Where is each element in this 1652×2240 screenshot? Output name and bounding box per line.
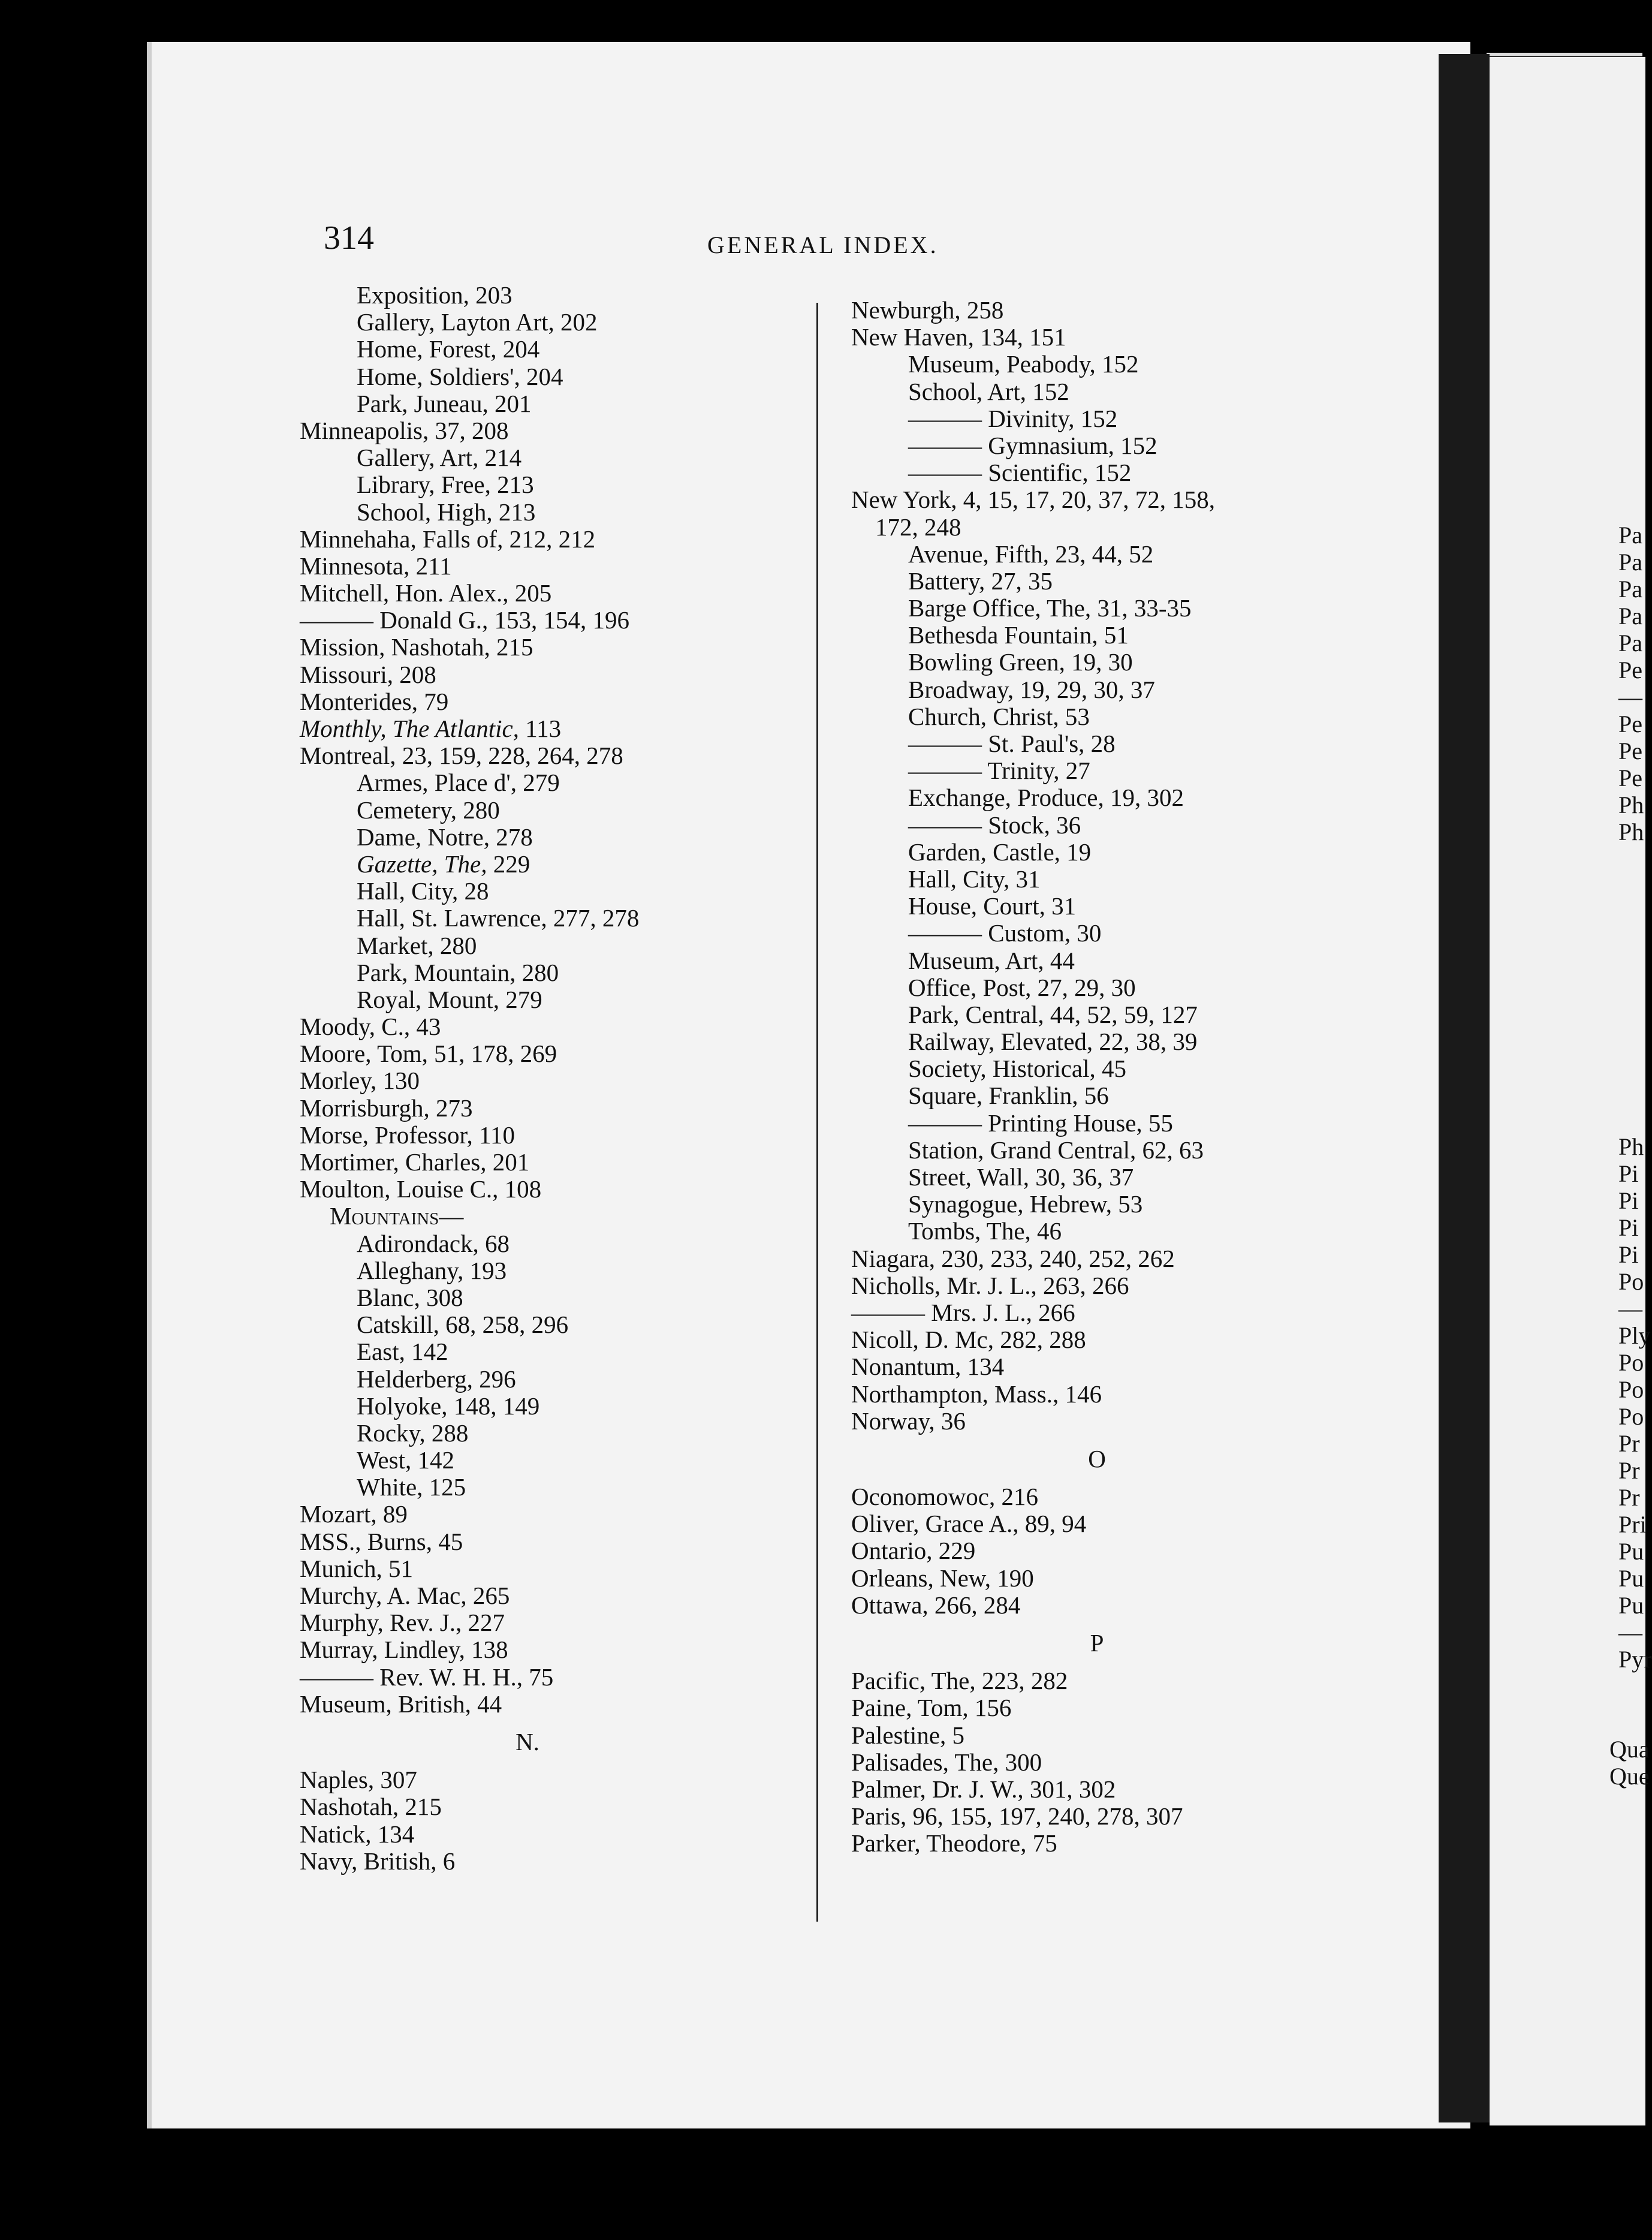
index-entry: Cemetery, 280 [357, 796, 500, 824]
book-gutter [1439, 54, 1490, 2122]
index-entry: Parker, Theodore, 75 [851, 1829, 1057, 1857]
index-entry: East, 142 [357, 1338, 448, 1366]
index-entry: Society, Historical, 45 [908, 1055, 1126, 1083]
index-entry: Barge Office, The, 31, 33-35 [908, 594, 1192, 622]
index-entry: Palmer, Dr. J. W., 301, 302 [851, 1775, 1116, 1803]
next-page-entry-fragment: Pa [1618, 603, 1642, 630]
index-entry: Helderberg, 296 [357, 1365, 516, 1393]
index-entry: Nicoll, D. Mc, 282, 288 [851, 1326, 1086, 1354]
next-page-fragment-3 [1609, 1736, 1650, 1790]
index-letter-heading: P [1090, 1629, 1104, 1657]
index-entry: Dame, Notre, 278 [357, 823, 533, 851]
next-page-entry-fragment: Pa [1618, 522, 1642, 549]
index-entry-italic: Monthly, The Atlantic, [300, 715, 519, 742]
index-entry: Murchy, A. Mac, 265 [300, 1582, 510, 1609]
next-page-entry-fragment: Pu [1618, 1592, 1644, 1619]
index-entry: Ontario, 229 [851, 1537, 976, 1565]
index-entry: ——— Gymnasium, 152 [908, 431, 1157, 459]
index-entry: School, Art, 152 [908, 377, 1069, 405]
next-page-entry-fragment: Pi [1618, 1160, 1639, 1187]
next-page-entry-fragment: Qua [1609, 1736, 1650, 1763]
index-entry: Bowling Green, 19, 30 [908, 648, 1133, 676]
index-entry: White, 125 [357, 1473, 466, 1501]
index-entry: Murray, Lindley, 138 [300, 1636, 508, 1664]
index-entry: Norway, 36 [851, 1407, 966, 1435]
index-entry-italic: Gazette, The, [357, 850, 487, 878]
index-entry: Hall, St. Lawrence, 277, 278 [357, 904, 640, 932]
next-page-entry-fragment: Pe [1618, 737, 1642, 764]
index-entry: Adirondack, 68 [357, 1229, 510, 1257]
index-entry: Alleghany, 193 [357, 1256, 507, 1284]
index-entry: Nicholls, Mr. J. L., 263, 266 [851, 1271, 1129, 1299]
index-entry: ——— Printing House, 55 [908, 1109, 1173, 1137]
running-head: GENERAL INDEX. [707, 231, 939, 258]
index-entry: 172, 248 [875, 513, 961, 541]
index-entry: West, 142 [357, 1446, 454, 1474]
next-page-entry-fragment: Pe [1618, 710, 1642, 737]
index-entry: Naples, 307 [300, 1766, 417, 1794]
index-entry: Gallery, Layton Art, 202 [357, 308, 598, 336]
next-page-entry-fragment: Ph [1618, 818, 1644, 845]
index-entry: Exposition, 203 [357, 281, 513, 309]
index-entry: Battery, 27, 35 [908, 567, 1053, 595]
index-entry: ——— Trinity, 27 [908, 757, 1090, 785]
index-entry: Palestine, 5 [851, 1721, 965, 1749]
next-page-fragment-2 [1618, 1133, 1652, 1673]
index-entry: Avenue, Fifth, 23, 44, 52 [908, 540, 1154, 568]
index-entry: Broadway, 19, 29, 30, 37 [908, 675, 1155, 703]
next-page-entry-fragment: Pe [1618, 764, 1642, 791]
index-entry: Montreal, 23, 159, 228, 264, 278 [300, 742, 623, 770]
index-entry: Library, Free, 213 [357, 471, 534, 499]
next-page-entry-fragment: Pr [1618, 1484, 1640, 1511]
next-page-entry-fragment: Pe [1618, 657, 1642, 684]
index-entry: Home, Soldiers', 204 [357, 362, 563, 390]
index-entry: Nonantum, 134 [851, 1353, 1005, 1381]
next-page-entry-fragment: Ply [1618, 1322, 1651, 1349]
index-entry: New Haven, 134, 151 [851, 323, 1066, 351]
page-number: 314 [324, 219, 374, 257]
index-entry: Hall, City, 28 [357, 877, 489, 905]
index-column-left [300, 282, 803, 1875]
next-page-entry-fragment: Pu [1618, 1538, 1644, 1565]
index-entry: Holyoke, 148, 149 [357, 1392, 540, 1420]
index-entry: Morrisburgh, 273 [300, 1094, 473, 1122]
index-entry: Museum, Art, 44 [908, 946, 1075, 974]
next-page-entry-fragment: Ph [1618, 791, 1644, 818]
index-entry [300, 715, 803, 742]
next-page-entry-fragment: Pyr [1618, 1646, 1652, 1673]
index-entry: Monterides, 79 [300, 687, 449, 715]
index-letter-heading: N. [516, 1727, 539, 1756]
index-entry: ——— St. Paul's, 28 [908, 730, 1116, 757]
next-page-entry-fragment: — [1618, 1619, 1642, 1646]
next-page-entry-fragment: Pu [1618, 1565, 1644, 1592]
index-entry: Church, Christ, 53 [908, 702, 1090, 730]
index-column-right [851, 297, 1391, 1857]
index-entry: Murphy, Rev. J., 227 [300, 1609, 505, 1637]
index-entry: Natick, 134 [300, 1820, 415, 1848]
index-entry: Niagara, 230, 233, 240, 252, 262 [851, 1244, 1175, 1272]
index-entry: Park, Mountain, 280 [357, 958, 559, 986]
index-letter-heading: O [1088, 1444, 1106, 1473]
index-entry: Oconomowoc, 216 [851, 1483, 1039, 1511]
index-entry: Exchange, Produce, 19, 302 [908, 784, 1184, 812]
next-page-entry-fragment: Pa [1618, 630, 1642, 657]
index-entry: Bethesda Fountain, 51 [908, 621, 1129, 649]
index-entry: Royal, Mount, 279 [357, 985, 542, 1013]
index-entry: Minneapolis, 37, 208 [300, 416, 509, 444]
index-entry: Mountains— [330, 1202, 464, 1230]
index-entry: MSS., Burns, 45 [300, 1527, 463, 1555]
index-entry: Paris, 96, 155, 197, 240, 278, 307 [851, 1802, 1183, 1830]
next-page-entry-fragment: Pa [1618, 549, 1642, 576]
index-entry: Home, Forest, 204 [357, 335, 540, 363]
index-entry: Pacific, The, 223, 282 [851, 1667, 1068, 1695]
index-entry: Park, Juneau, 201 [357, 389, 532, 417]
next-page-entry-fragment: Po [1618, 1268, 1644, 1295]
index-entry: Morley, 130 [300, 1067, 420, 1095]
next-page-entry-fragment: Pr [1618, 1430, 1640, 1457]
index-entry: Square, Franklin, 56 [908, 1082, 1109, 1110]
index-entry: Street, Wall, 30, 36, 37 [908, 1163, 1134, 1191]
next-page-entry-fragment: Po [1618, 1376, 1644, 1403]
next-page-entry-fragment: Pri [1618, 1511, 1647, 1538]
index-entry: Paine, Tom, 156 [851, 1694, 1012, 1722]
index-entry: Park, Central, 44, 52, 59, 127 [908, 1000, 1198, 1028]
index-entry: Minnehaha, Falls of, 212, 212 [300, 525, 596, 553]
index-entry: Northampton, Mass., 146 [851, 1380, 1102, 1408]
index-entry: Missouri, 208 [300, 660, 436, 688]
index-entry: Garden, Castle, 19 [908, 838, 1092, 866]
index-entry: ——— Stock, 36 [908, 811, 1081, 839]
next-page-entry-fragment: Pi [1618, 1214, 1639, 1241]
index-entry: Mitchell, Hon. Alex., 205 [300, 579, 552, 607]
index-entry: House, Court, 31 [908, 892, 1077, 920]
index-entry: Oliver, Grace A., 89, 94 [851, 1510, 1087, 1538]
next-page-entry-fragment: Pi [1618, 1241, 1639, 1268]
next-page-entry-fragment: — [1618, 684, 1642, 710]
index-entry: Hall, City, 31 [908, 865, 1041, 893]
index-entry: Orleans, New, 190 [851, 1564, 1034, 1592]
index-entry: Museum, British, 44 [300, 1690, 502, 1718]
index-entry: Armes, Place d', 279 [357, 769, 560, 797]
next-page-entry-fragment: Pi [1618, 1187, 1639, 1214]
next-page-fragment-1 [1618, 522, 1644, 845]
next-page-entry-fragment: Po [1618, 1403, 1644, 1430]
next-page-entry-fragment: Ph [1618, 1133, 1644, 1160]
index-entry: New York, 4, 15, 17, 20, 37, 72, 158, [851, 486, 1216, 514]
index-entry: Museum, Peabody, 152 [908, 350, 1139, 378]
index-entry: ——— Scientific, 152 [908, 459, 1132, 487]
next-page [1490, 57, 1645, 2125]
index-entry: Palisades, The, 300 [851, 1748, 1042, 1776]
index-entry: Synagogue, Hebrew, 53 [908, 1190, 1143, 1218]
index-entry: Navy, British, 6 [300, 1847, 456, 1875]
next-page-entry-fragment: Que [1609, 1763, 1650, 1790]
index-entry: Minnesota, 211 [300, 552, 452, 580]
index-entry: Mortimer, Charles, 201 [300, 1148, 530, 1176]
next-page-entry-fragment: Po [1618, 1349, 1644, 1376]
index-entry: Rocky, 288 [357, 1419, 469, 1447]
index-entry: ——— Rev. W. H. H., 75 [300, 1663, 554, 1691]
index-entry: School, High, 213 [357, 498, 536, 526]
index-entry: Newburgh, 258 [851, 296, 1004, 324]
index-entry: ——— Donald G., 153, 154, 196 [300, 606, 630, 634]
next-page-edge [1487, 53, 1642, 56]
index-entry: Market, 280 [357, 931, 477, 959]
next-page-entry-fragment: — [1618, 1295, 1642, 1322]
index-entry: Office, Post, 27, 29, 30 [908, 973, 1136, 1001]
index-entry: Station, Grand Central, 62, 63 [908, 1136, 1204, 1164]
index-entry: ——— Mrs. J. L., 266 [851, 1298, 1075, 1326]
index-entry: Mission, Nashotah, 215 [300, 633, 533, 661]
index-entry [300, 851, 803, 878]
index-entry: Morse, Professor, 110 [300, 1121, 515, 1149]
index-entry: Ottawa, 266, 284 [851, 1591, 1021, 1619]
index-entry: ——— Divinity, 152 [908, 404, 1118, 432]
index-entry-pages: 113 [518, 715, 562, 742]
index-entry-pages: 229 [487, 850, 530, 878]
index-entry: Mozart, 89 [300, 1500, 408, 1528]
next-page-entry-fragment: Pr [1618, 1457, 1640, 1484]
column-divider [816, 303, 818, 1922]
index-entry: Moore, Tom, 51, 178, 269 [300, 1040, 557, 1068]
next-page-entry-fragment: Pa [1618, 576, 1642, 603]
index-entry: Catskill, 68, 258, 296 [357, 1311, 569, 1339]
index-entry: Nashotah, 215 [300, 1793, 442, 1821]
index-entry: Moulton, Louise C., 108 [300, 1175, 542, 1203]
index-entry: Moody, C., 43 [300, 1013, 441, 1041]
index-entry: Gallery, Art, 214 [357, 444, 522, 472]
index-entry: Railway, Elevated, 22, 38, 39 [908, 1028, 1198, 1056]
index-entry: ——— Custom, 30 [908, 919, 1102, 947]
index-entry: Munich, 51 [300, 1554, 414, 1582]
index-entry: Tombs, The, 46 [908, 1217, 1062, 1245]
index-entry: Blanc, 308 [357, 1283, 463, 1311]
